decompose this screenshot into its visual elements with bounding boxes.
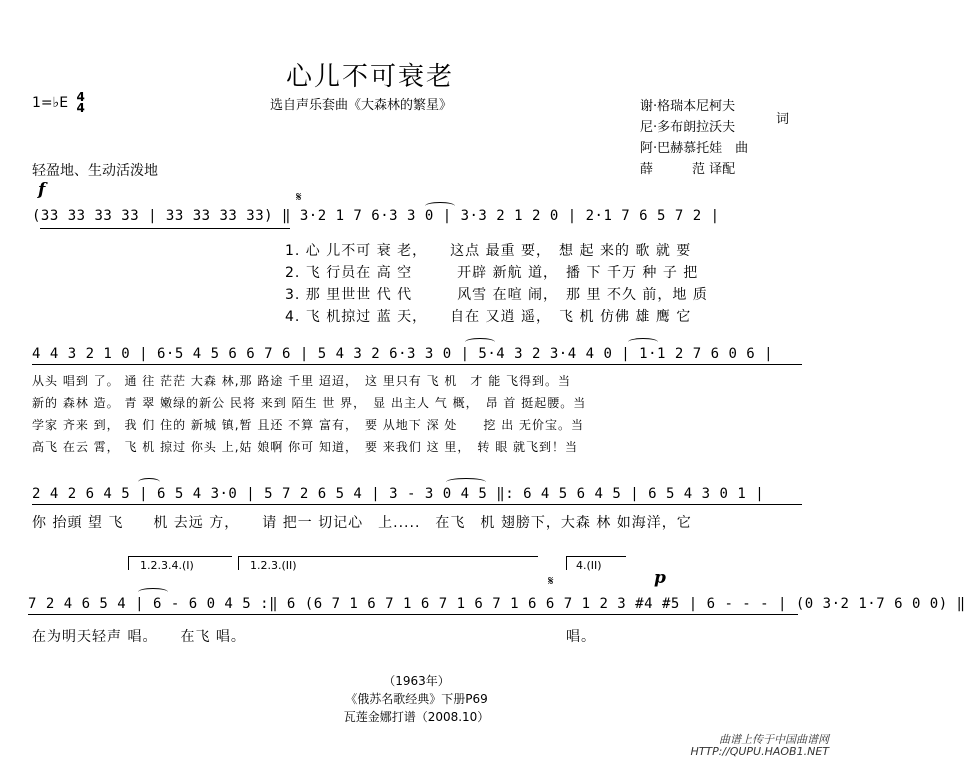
footer-typeset: 瓦莲金娜打谱（2008.10） [343, 710, 490, 724]
time-signature [77, 92, 85, 114]
credit-lyricist-1: 谢·格瑞本尼柯夫 [640, 99, 736, 114]
lyrics-row2-verse1: 从头 唱到 了。 通 往 茫茫 大森 林,那 路途 千里 迢迢， 这 里只有 飞 机 才 能 飞得到。当 [32, 374, 572, 388]
volta-bracket-3 [566, 556, 626, 557]
volta-label-3: 4.(II) [576, 559, 602, 572]
song-title: 心儿不可衰老 [285, 62, 454, 92]
lyrics-row4-b: 唱。 [566, 629, 596, 645]
segno-icon: 𝄋 [296, 190, 302, 205]
credits-block [640, 96, 748, 180]
song-subtitle: 选自声乐套曲《大森林的繁星》 [270, 98, 453, 113]
volta-bracket-2 [238, 556, 538, 557]
dynamic-piano: p [654, 568, 666, 588]
lyrics-row2-verse2: 新的 森林 造。 青 翠 嫩绿的新公 民将 来到 陌生 世 界， 显 出主人 气 概， 昂 首 挺起腰。当 [32, 396, 587, 410]
volta-label-1: 1.2.3.4.(I) [140, 559, 194, 572]
underline-beams-row3 [32, 504, 802, 505]
dynamic-forte: f [38, 180, 46, 200]
time-bottom: 4 [76, 101, 85, 115]
lyrics-row1-verse4: 4. 飞 机掠过 蓝 天， 自在 又逍 遥， 飞 机 仿佛 雄 鹰 它 [285, 309, 692, 325]
underline-beams-row2 [32, 364, 802, 365]
lyrics-row3: 你 抬頭 望 飞 机 去远 方， 请 把一 切记心 上..... 在飞 机 翅膀下，大森 林 如海洋，它 [32, 515, 692, 531]
key-label: 1=♭E [32, 95, 69, 111]
volta-label-2: 1.2.3.(II) [250, 559, 297, 572]
tie-arc [138, 478, 160, 486]
footer-year: （1963年） [383, 674, 450, 688]
score-row-3-notes: 2 4 2 6 4 5 | 6 5 4 3·0 | 5 7 2 6 5 4 | 3 - 3 0 4 5 ‖: 6 4 5 6 4 5 | 6 5 4 3 0 1 | [32, 486, 765, 502]
footer-source: 《俄苏名歌经典》下册P69 [345, 692, 488, 706]
volta-bracket-2-start [238, 556, 239, 570]
credit-lyricist-2: 尼·多布朗拉沃夫 [640, 120, 736, 135]
tie-arc [446, 478, 486, 486]
score-row-1-notes: (33 33 33 33 | 33 33 33 33) ‖ 3·2 1 7 6·3 3 0 | 3·3 2 1 2 0 | 2·1 7 6 5 7 2 | [32, 208, 720, 224]
tempo-marking: 轻盈地、生动活泼地 [32, 163, 158, 179]
key-signature [32, 92, 85, 114]
volta-bracket-3-start [566, 556, 567, 570]
credit-translator: 薛 范 译配 [640, 162, 736, 177]
tie-arc [628, 338, 658, 346]
score-row-4-notes: 7 2 4 6 5 4 | 6 - 6 0 4 5 :‖ 6 (6 7 1 6 7 1 6 7 1 6 7 1 6 6 7 1 2 3 #4 #5 | 6 - - - | (0 3·2 1·7 6 0 0) ‖ [28, 596, 966, 612]
watermark-line-2: HTTP://QUPU.HAOB1.NET [690, 745, 829, 758]
watermark [690, 734, 829, 758]
watermark-line-1: 曲谱上传于中国曲谱网 [719, 733, 829, 746]
time-top: 4 [76, 90, 85, 104]
underline-beams-row4 [28, 614, 798, 615]
underline-beams-row1 [40, 228, 290, 229]
lyrics-row2-verse3: 学家 齐来 到， 我 们 住的 新城 镇,暂 且还 不算 富有， 要 从地下 深 处 挖 出 无价宝。当 [32, 418, 585, 432]
volta-bracket-1 [128, 556, 232, 557]
lyrics-row1-verse2: 2. 飞 行员在 高 空 开辟 新航 道， 播 下 千万 种 子 把 [285, 265, 699, 281]
lyrics-role-label: 词 [776, 112, 790, 127]
segno-icon: 𝄋 [548, 574, 554, 589]
lyrics-row2-verse4: 高飞 在云 霄， 飞 机 掠过 你头 上,姑 娘啊 你可 知道， 要 来我们 这 里， 转 眼 就飞到！当 [32, 440, 579, 454]
lyrics-row1-verse1: 1. 心 儿不可 衰 老， 这点 最重 要， 想 起 来的 歌 就 要 [285, 243, 692, 259]
tie-arc [425, 202, 455, 210]
lyrics-row4-a: 在为明天轻声 唱。 在飞 唱。 [32, 629, 246, 645]
tie-arc [138, 588, 168, 596]
score-row-2-notes: 4 4 3 2 1 0 | 6·5 4 5 6 6 7 6 | 5 4 3 2 6·3 3 0 | 5·4 3 2 3·4 4 0 | 1·1 2 7 6 0 6 | [32, 346, 774, 362]
credit-composer: 阿·巴赫慕托娃 曲 [640, 141, 749, 156]
lyrics-row1-verse3: 3. 那 里世世 代 代 风雪 在喧 闹， 那 里 不久 前，地 质 [285, 287, 708, 303]
volta-bracket-1-start [128, 556, 129, 570]
tie-arc [465, 338, 495, 346]
